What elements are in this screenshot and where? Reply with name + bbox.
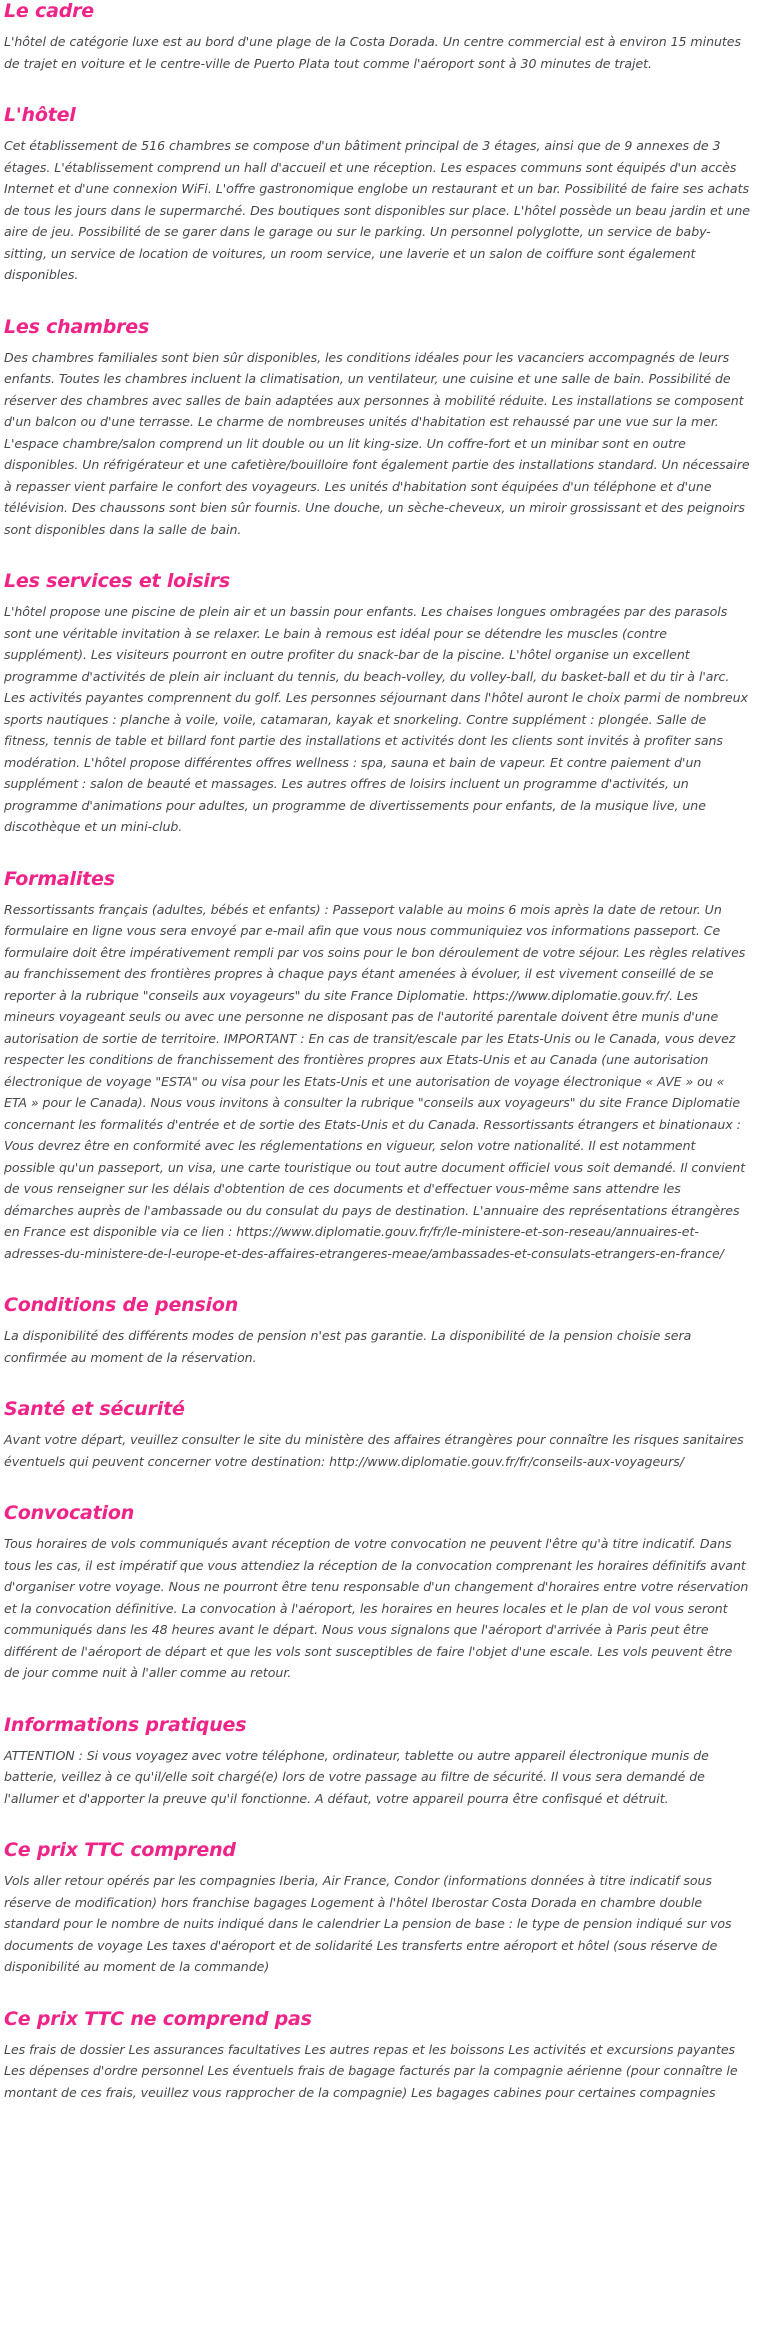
section-l-hotel — [4, 104, 750, 286]
section-body: Ressortissants français (adultes, bébés et enfants) : Passeport valable au moins 6 mois après la date de retour. Un formulaire en ligne vous sera envoyé par e-mail afin que vous nous communiquiez vos informations passeport. Ce formulaire doit être impérativement rempli par vos soins pour le bon déroulement de votre séjour. Les règles relatives au franchissement des frontières propres à chaque pays étant amenées à évoluer, il est vivement conseillé de se reporter à la rubrique "conseils aux voyageurs" du site France Diplomatie. https://www.diplomatie.gouv.fr/. Les mineurs voyageant seuls ou avec une personne ne disposant pas de l'autorité parentale doivent être munis d'une autorisation de sortie de territoire. IMPORTANT : En cas de transit/escale par les Etats-Unis ou le Canada, vous devez respecter les conditions de franchissement des frontières propres aux Etats-Unis et au Canada (une autorisation électronique de voyage "ESTA" ou visa pour les Etats-Unis et une autorisation de voyage électronique « AVE » ou « ETA » pour le Canada). Nous vous invitons à consulter la rubrique "conseils aux voyageurs" du site France Diplomatie concernant les formalités d'entrée et de sortie des Etats-Unis et du Canada. Ressortissants étrangers et binationaux : Vous devrez être en conformité avec les réglementations en vigueur, selon votre nationalité. Il est notamment possible qu'un passeport, un visa, une carte touristique ou tout autre document officiel vous soit demandé. Il convient de vous renseigner sur les délais d'obtention de ces documents et d'effectuer vous-même sans attendre les démarches auprès de l'ambassade ou du consulat du pays de destination. L'annuaire des représentations étrangères en France est disponible via ce lien : https://www.diplomatie.gouv.fr/fr/le-ministere-et-son-reseau/annuaires-et-adresses-du-ministere-de-l-europe-et-des-affaires-etrangeres-meae/ambassades-et-consulats-etrangers-en-france/ — [4, 901, 746, 1261]
section-title: Les services et loisirs — [4, 570, 231, 592]
section-le-cadre — [4, 0, 750, 74]
section-title: Informations pratiques — [4, 1713, 247, 1736]
section-title: Les chambres — [4, 315, 150, 338]
section-les-services-et-loisirs — [4, 570, 750, 838]
section-title: L'hôtel — [4, 104, 76, 126]
section-title: Ce prix TTC comprend — [4, 1839, 236, 1861]
section-informations-pratiques — [4, 1714, 750, 1810]
section-body: L'hôtel propose une piscine de plein air et un bassin pour enfants. Les chaises longues ombragées par des parasols sont une véritable invitation à se relaxer. Le bain à remous est idéal pour se détendre les muscles (contre supplément). Les visiteurs pourront en outre profiter du snack-bar de la piscine. L'hôtel organise un excellent programme d'activités de plein air incluant du tennis, du beach-volley, du volley-ball, du basket-ball et du tir à l'arc. Les activités payantes comprennent du golf. Les personnes séjournant dans l'hôtel auront le choix parmi de nombreux sports nautiques : planche à voile, voile, catamaran, kayak et snorkeling. Contre supplément : plongée. Salle de fitness, tennis de table et billard font partie des installations et activités dont les clients sont invités à profiter sans modération. L'hôtel propose différentes offres wellness : spa, sauna et bain de vapeur. Et contre paiement d'un supplément : salon de beauté et massages. Les autres offres de loisirs incluent un programme d'activités, un programme d'animations pour adultes, un programme de divertissements pour enfants, de la musique live, une discothèque et un mini-club. — [4, 604, 748, 834]
section-ce-prix-ttc-ne-comprend-pas — [4, 2008, 750, 2104]
section-body: L'hôtel de catégorie luxe est au bord d'une plage de la Costa Dorada. Un centre commercial est à environ 15 minutes de trajet en voiture et le centre-ville de Puerto Plata tout comme l'aéroport sont à 30 minutes de trajet. — [4, 34, 741, 71]
section-body: Vols aller retour opérés par les compagnies Iberia, Air France, Condor (informations données à titre indicatif sous réserve de modification) hors franchise bagages Logement à l'hôtel Iberostar Costa Dorada en chambre double standard pour le nombre de nuits indiqué dans le calendrier La pension de base : le type de pension indiqué sur vos documents de voyage Les taxes d'aéroport et de solidarité Les transferts entre aéroport et hôtel (sous réserve de disponibilité au moment de la commande) — [4, 1873, 732, 1974]
section-conditions-de-pension — [4, 1294, 750, 1368]
section-title: Convocation — [4, 1502, 135, 1524]
section-ce-prix-ttc-comprend — [4, 1839, 750, 1978]
section-body: Avant votre départ, veuillez consulter le site du ministère des affaires étrangères pour connaître les risques sanitaires éventuels qui peuvent concerner votre destination: http://www.diplomatie.gouv.fr/fr/conseils-aux-voyageurs/ — [4, 1432, 744, 1469]
section-title: Conditions de pension — [4, 1294, 239, 1316]
section-body: Cet établissement de 516 chambres se compose d'un bâtiment principal de 3 étages, ainsi que de 9 annexes de 3 étages. L'établissement comprend un hall d'accueil et une réception. Les espaces communs sont équipés d'un accès Internet et d'une connexion WiFi. L'offre gastronomique englobe un restaurant et un bar. Possibilité de faire ses achats de tous les jours dans le supermarché. Des boutiques sont disponibles sur place. L'hôtel possède un beau jardin et une aire de jeu. Possibilité de se garer dans le garage ou sur le parking. Un personnel polyglotte, un service de baby-sitting, un service de location de voitures, un room service, une laverie et un salon de coiffure sont également disponibles. — [4, 138, 750, 282]
section-formalites — [4, 868, 750, 1265]
section-body: Des chambres familiales sont bien sûr disponibles, les conditions idéales pour les vacanciers accompagnés de leurs enfants. Toutes les chambres incluent la climatisation, un ventilateur, une cuisine et une salle de bain. Possibilité de réserver des chambres avec salles de bain adaptées aux personnes à mobilité réduite. Les installations se composent d'un balcon ou d'une terrasse. Le charme de nombreuses unités d'habitation est rehaussé par une vue sur la mer. L'espace chambre/salon comprend un lit double ou un lit king-size. Un coffre-fort et un minibar sont en outre disponibles. Un réfrigérateur et une cafetière/bouilloire font également partie des installations standard. Un nécessaire à repasser vient parfaire le confort des voyageurs. Les unités d'habitation sont équipées d'un téléphone et d'une télévision. Des chaussons sont bien sûr fournis. Une douche, un sèche-cheveux, un miroir grossissant et des peignoirs sont disponibles dans la salle de bain. — [4, 349, 750, 537]
section-sante-et-securite — [4, 1398, 750, 1472]
section-title: Santé et sécurité — [4, 1398, 185, 1420]
section-body: ATTENTION : Si vous voyagez avec votre téléphone, ordinateur, tablette ou autre appareil électronique munis de batterie, veillez à ce qu'il/elle soit chargé(e) lors de votre passage au filtre de sécurité. Il vous sera demandé de l'allumer et d'apporter la preuve qu'il fonctionne. A défaut, votre appareil pourra être confisqué et détruit. — [4, 1747, 709, 1806]
section-body: La disponibilité des différents modes de pension n'est pas garantie. La disponibilité de la pension choisie sera confirmée au moment de la réservation. — [4, 1328, 692, 1365]
section-title: Ce prix TTC ne comprend pas — [4, 2007, 312, 2030]
section-convocation — [4, 1502, 750, 1684]
section-body: Tous horaires de vols communiqués avant réception de votre convocation ne peuvent l'être qu'à titre indicatif. Dans tous les cas, il est impératif que vous attendiez la réception de la convocation comprenant les horaires définitifs avant d'organiser votre voyage. Nous ne pourront être tenu responsable d'un changement d'horaires entre votre réservation et la convocation définitive. La convocation à l'aéroport, les horaires en heures locales et le plan de vol vous seront communiqués dans les 48 heures avant le départ. Nous vous signalons que l'aéroport d'arrivée à Paris peut être différent de l'aéroport de départ et que les vols sont susceptibles de faire l'objet d'une escale. Les vols peuvent être de jour comme nuit à l'aller comme au retour. — [4, 1536, 749, 1680]
section-title: Le cadre — [4, 0, 94, 22]
section-les-chambres — [4, 316, 750, 541]
section-body: Les frais de dossier Les assurances facultatives Les autres repas et les boissons Les activités et excursions payantes Les dépenses d'ordre personnel Les éventuels frais de bagage facturés par la compagnie aérienne (pour connaître le montant de ces frais, veuillez vous rapprocher de la compagnie) Les bagages cabines pour certaines compagnies — [4, 2041, 738, 2100]
section-title: Formalites — [4, 867, 115, 890]
